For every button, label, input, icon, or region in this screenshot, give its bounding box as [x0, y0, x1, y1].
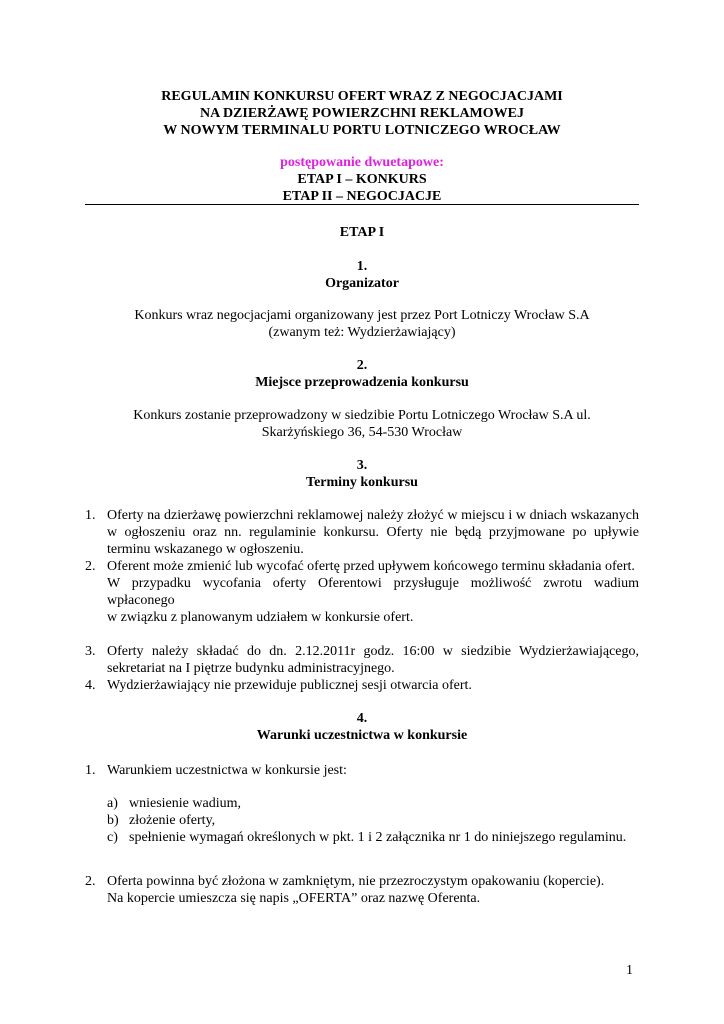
section-2-heading: [85, 357, 639, 391]
section-2-body: [85, 407, 639, 441]
horizontal-divider: [85, 204, 639, 205]
section-3-number: 3.: [356, 458, 368, 473]
sub-list-item: [107, 829, 639, 846]
list-item: [85, 558, 639, 626]
section-3-title: Terminy konkursu: [306, 475, 418, 490]
list-item-text: Oferent może zmienić lub wycofać ofertę przed upływem końcowego terminu składania ofert.: [107, 559, 635, 574]
title-line-1: REGULAMIN KONKURSU OFERT WRAZ Z NEGOCJACJAMI: [161, 89, 563, 104]
section-2-number: 2.: [356, 358, 368, 373]
stage-heading: ETAP I: [339, 225, 385, 240]
sub-list-item: [107, 795, 639, 812]
sub-list-item-letter: b): [107, 813, 119, 828]
section-2-title: Miejsce przeprowadzenia konkursu: [255, 375, 469, 390]
list-item-number: 1.: [85, 508, 96, 523]
list-item-text-extra: W przypadku wycofania oferty Oferentowi przysługuje możliwość zwrotu wadium wpłaconego: [107, 576, 639, 608]
title-line-2: NA DZIERŻAWĘ POWIERZCHNI REKLAMOWEJ: [200, 106, 524, 121]
section-1-line-2: (zwanym też: Wydzierżawiający): [268, 325, 456, 340]
section-1-line-1: Konkurs wraz negocjacjami organizowany jest przez Port Lotniczy Wrocław S.A: [134, 308, 590, 323]
sub-list-item: [107, 812, 639, 829]
procedure-stage-1: ETAP I – KONKURS: [297, 172, 427, 187]
list-item: [85, 762, 639, 779]
list-item-text: Wydzierżawiający nie przewiduje publicznej sesji otwarcia ofert.: [107, 678, 472, 693]
sub-list-item-text: spełnienie wymagań określonych w pkt. 1 i 2 załącznika nr 1 do niniejszego regulaminu.: [129, 830, 627, 845]
section-2-line-2: Skarżyńskiego 36, 54-530 Wrocław: [261, 425, 463, 440]
section-4-number: 4.: [356, 711, 368, 726]
list-item-number: 3.: [85, 644, 96, 659]
list-item: [85, 677, 639, 694]
list-item: [85, 507, 639, 558]
section-1-number: 1.: [356, 259, 368, 274]
sub-list-item-letter: c): [107, 830, 118, 845]
list-item-text-extra: w związku z planowanym udziałem w konkursie ofert.: [107, 610, 414, 625]
list-item: [85, 643, 639, 677]
list-item-number: 2.: [85, 559, 96, 574]
sub-list-item-text: złożenie oferty,: [129, 813, 216, 828]
title-line-3: W NOWYM TERMINALU PORTU LOTNICZEGO WROCŁAW: [163, 123, 561, 138]
document-title: [85, 88, 639, 139]
list-item: [85, 873, 639, 907]
section-4-heading: [85, 710, 639, 744]
page-number: 1: [626, 963, 633, 978]
sub-list-item-letter: a): [107, 796, 118, 811]
section-1-body: [85, 307, 639, 341]
section-3-heading: [85, 457, 639, 491]
list-item-text: Warunkiem uczestnictwa w konkursie jest:: [107, 763, 347, 778]
section-4-title: Warunki uczestnictwa w konkursie: [256, 728, 468, 743]
list-item-number: 4.: [85, 678, 96, 693]
procedure-block: [85, 154, 639, 205]
section-2-line-1: Konkurs zostanie przeprowadzony w siedzibie Portu Lotniczego Wrocław S.A ul.: [133, 408, 591, 423]
list-item-text-extra: Na kopercie umieszcza się napis „OFERTA” oraz nazwę Oferenta.: [107, 891, 481, 906]
procedure-label: postępowanie dwuetapowe:: [280, 155, 444, 170]
list-item-text: Oferty należy składać do dn. 2.12.2011r godz. 16:00 w siedzibie Wydzierżawiającego, sekretariat na I piętrze budynku administracyjnego.: [107, 644, 639, 676]
list-item-text: Oferta powinna być złożona w zamkniętym, nie przezroczystym opakowaniu (kopercie).: [107, 874, 605, 889]
list-item-number: 2.: [85, 874, 96, 889]
procedure-stage-2: ETAP II – NEGOCJACJE: [282, 189, 442, 204]
sub-list-item-text: wniesienie wadium,: [129, 796, 241, 811]
list-item-text: Oferty na dzierżawę powierzchni reklamowej należy złożyć w miejscu i w dniach wskazanych w ogłoszeniu oraz nn. regulaminie konkursu. Oferty nie będą przyjmowane po upływie terminu wskazanego w ogłoszeniu.: [107, 508, 639, 557]
section-1-heading: [85, 258, 639, 292]
list-item-number: 1.: [85, 763, 96, 778]
section-1-title: Organizator: [325, 276, 399, 291]
